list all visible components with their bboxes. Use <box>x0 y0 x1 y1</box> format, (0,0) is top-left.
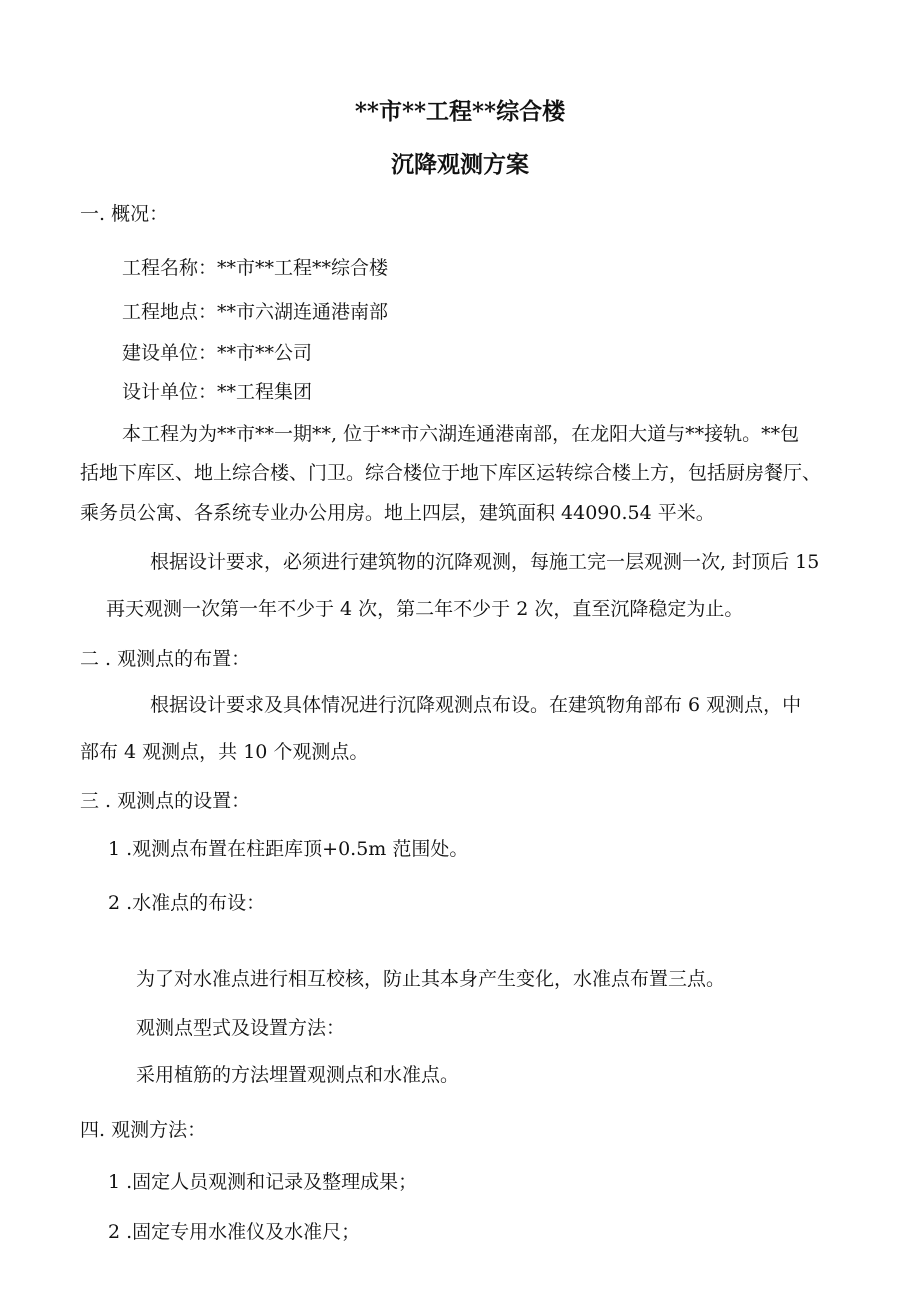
benchmark-line: 采用植筋的方法埋置观测点和水准点。 <box>136 1064 460 1086</box>
overview-paragraph-line: 乘务员公寓、各系统专业办公用房。地上四层，建筑面积 44090.54 平米。 <box>80 502 715 524</box>
overview-paragraph-line: 本工程为为**市**一期**, 位于**市六湖连通港南部，在龙阳大道与**接轨。**包 <box>122 423 800 445</box>
field-project-name: 工程名称：**市**工程**综合楼 <box>122 257 389 279</box>
section-3-item-2: 2 .水准点的布设： <box>108 892 266 914</box>
requirement-paragraph-line: 再天观测一次第一年不少于 4 次，第二年不少于 2 次，直至沉降稳定为止。 <box>106 598 744 620</box>
field-construction-unit: 建设单位：**市**公司 <box>122 342 313 364</box>
section-4-item: 1 .固定人员观测和记录及整理成果； <box>108 1171 418 1193</box>
layout-paragraph-line: 根据设计要求及具体情况进行沉降观测点布设。在建筑物角部布 6 观测点，中 <box>150 694 802 716</box>
requirement-paragraph-line: 根据设计要求，必须进行建筑物的沉降观测，每施工完一层观测一次, 封顶后 15 <box>150 551 820 573</box>
section-3-heading: 三 . 观测点的设置： <box>80 790 251 812</box>
section-3-item-1: 1 .观测点布置在柱距库顶+0.5m 范围处。 <box>108 838 469 860</box>
benchmark-line: 观测点型式及设置方法： <box>136 1017 346 1039</box>
field-design-unit: 设计单位：**工程集团 <box>122 381 313 403</box>
layout-paragraph-line: 部布 4 观测点，共 10 个观测点。 <box>80 741 369 763</box>
overview-paragraph-line: 括地下库区、地上综合楼、门卫。综合楼位于地下库区运转综合楼上方，包括厨房餐厅、 <box>80 462 822 484</box>
section-4-heading: 四. 观测方法： <box>80 1119 207 1141</box>
section-1-heading: 一. 概况： <box>80 203 169 225</box>
document-title: **市**工程**综合楼 <box>354 98 566 125</box>
benchmark-line: 为了对水准点进行相互校核，防止其本身产生变化，水准点布置三点。 <box>136 968 726 990</box>
section-2-heading: 二 . 观测点的布置： <box>80 648 251 670</box>
document-subtitle: 沉降观测方案 <box>391 151 529 178</box>
section-4-item: 2 .固定专用水准仪及水准尺； <box>108 1221 361 1243</box>
field-project-location: 工程地点：**市六湖连通港南部 <box>122 301 389 323</box>
